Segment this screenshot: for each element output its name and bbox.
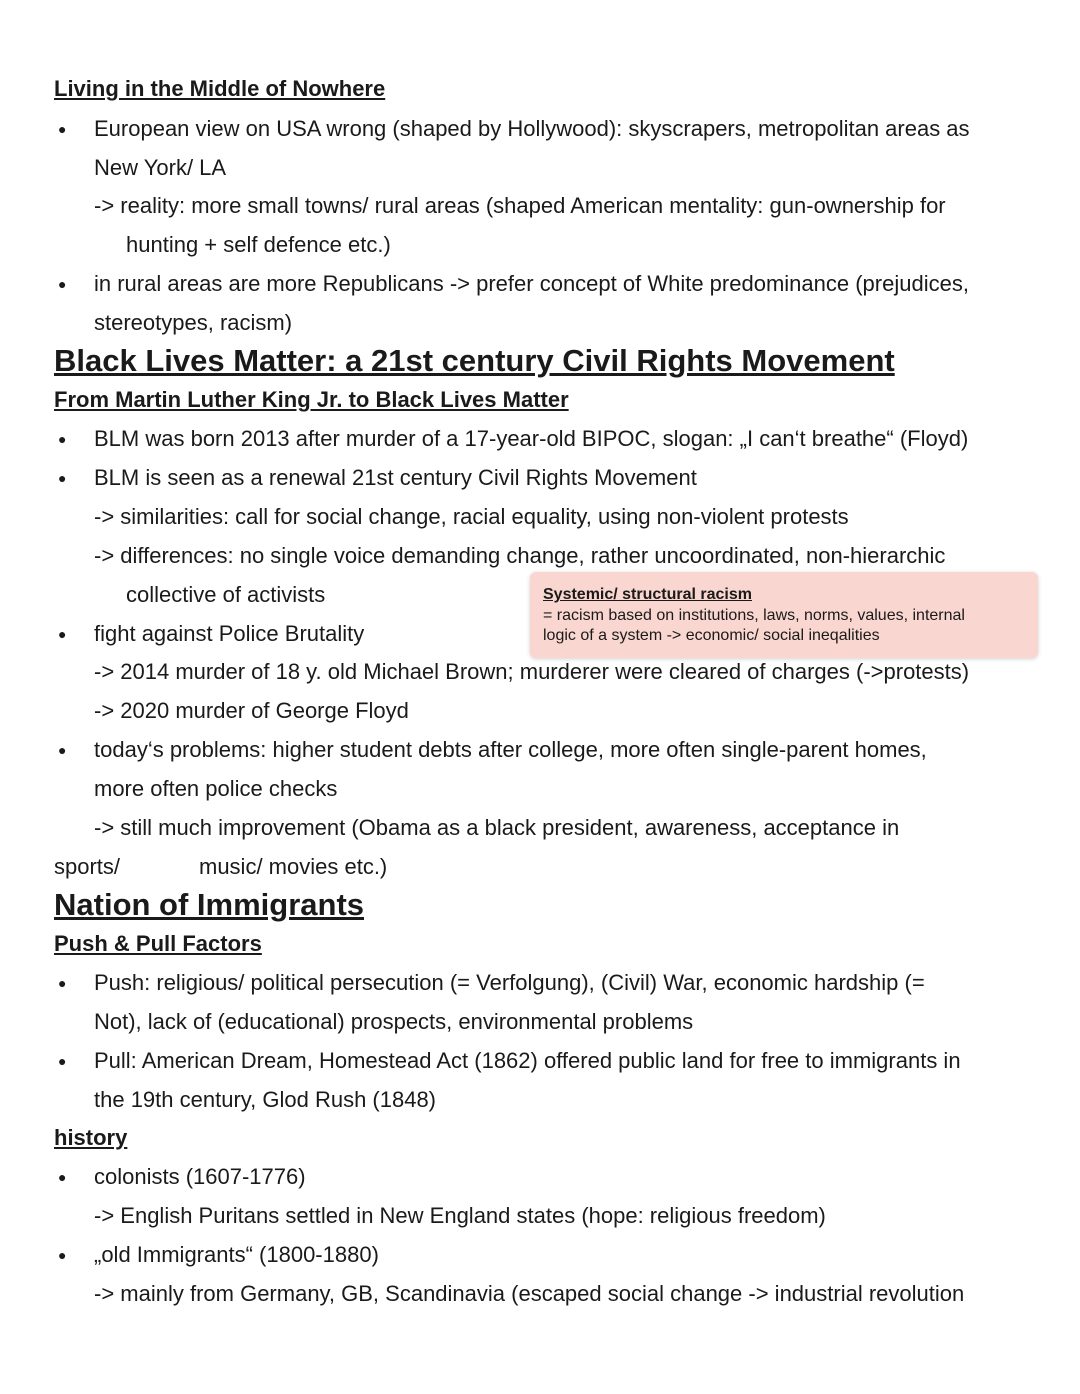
bullet-icon: ● — [58, 626, 67, 642]
list-item-continuation: New York/ LA — [94, 155, 227, 180]
bullet-icon: ● — [58, 975, 67, 991]
sub-item: -> differences: no single voice demanding change, rather uncoordinated, non-hierarchic — [94, 543, 946, 568]
section-heading-push-pull: Push & Pull Factors — [54, 931, 262, 956]
sub-item: -> mainly from Germany, GB, Scandinavia (escaped social change -> industrial revolution — [94, 1281, 965, 1306]
list-item: Push: religious/ political persecution (= Verfolgung), (Civil) War, economic hardship (= — [94, 970, 925, 995]
sub-item: -> reality: more small towns/ rural areas (shaped American mentality: gun-ownership for — [94, 193, 946, 218]
list-item: BLM is seen as a renewal 21st century Civil Rights Movement — [94, 465, 697, 490]
bullet-icon: ● — [58, 1247, 67, 1263]
sub-item-continuation: collective of activists — [126, 582, 326, 607]
list-item-continuation: stereotypes, racism) — [94, 310, 293, 335]
list-item-continuation: the 19th century, Glod Rush (1848) — [94, 1087, 437, 1112]
list-item: in rural areas are more Republicans -> prefer concept of White predominance (prejudices, — [94, 271, 969, 296]
bullet-icon: ● — [58, 1169, 67, 1185]
bullet-icon: ● — [58, 431, 67, 447]
list-item: European view on USA wrong (shaped by Hollywood): skyscrapers, metropolitan areas as — [94, 116, 970, 141]
sub-item: -> 2020 murder of George Floyd — [94, 698, 409, 723]
bullet-icon: ● — [58, 1053, 67, 1069]
bullet-icon: ● — [58, 121, 67, 137]
list-item: colonists (1607-1776) — [94, 1164, 306, 1189]
sub-item-continuation: music/ movies etc.) — [199, 854, 388, 879]
sub-item: -> 2014 murder of 18 y. old Michael Brown; murderer were cleared of charges (->protests) — [94, 659, 970, 684]
list-item: BLM was born 2013 after murder of a 17-year-old BIPOC, slogan: „I can‘t breathe“ (Floyd) — [94, 426, 969, 451]
sticky-note — [530, 572, 1038, 658]
section-heading-living-nowhere: Living in the Middle of Nowhere — [54, 76, 386, 101]
note-title: Systemic/ structural racism — [543, 586, 752, 603]
bullet-icon: ● — [58, 742, 67, 758]
list-item: today‘s problems: higher student debts after college, more often single-parent homes, — [94, 737, 927, 762]
list-item: Pull: American Dream, Homestead Act (1862) offered public land for free to immigrants in — [94, 1048, 961, 1073]
list-item: fight against Police Brutality — [94, 621, 365, 646]
sub-item: -> English Puritans settled in New England states (hope: religious freedom) — [94, 1203, 826, 1228]
section-title-blm: Black Lives Matter: a 21st century Civil Rights Movement — [54, 343, 895, 378]
sub-item: -> still much improvement (Obama as a black president, awareness, acceptance in — [94, 815, 900, 840]
sub-item: -> similarities: call for social change, racial equality, using non-violent protests — [94, 504, 849, 529]
section-title-immigrants: Nation of Immigrants — [54, 887, 365, 922]
note-line: logic of a system -> economic/ social ineqalities — [543, 627, 880, 644]
list-item-continuation: more often police checks — [94, 776, 338, 801]
note-line: = racism based on institutions, laws, norms, values, internal — [543, 607, 965, 624]
list-item: „old Immigrants“ (1800-1880) — [94, 1242, 379, 1267]
section-heading-mlk-blm: From Martin Luther King Jr. to Black Lives Matter — [54, 387, 569, 412]
bullet-icon: ● — [58, 276, 67, 292]
bullet-icon: ● — [58, 470, 67, 486]
list-item-continuation: Not), lack of (educational) prospects, environmental problems — [94, 1009, 694, 1034]
sub-item-continuation: hunting + self defence etc.) — [126, 232, 391, 257]
sub-item-continuation: sports/ — [54, 854, 121, 879]
section-heading-history: history — [54, 1125, 128, 1150]
